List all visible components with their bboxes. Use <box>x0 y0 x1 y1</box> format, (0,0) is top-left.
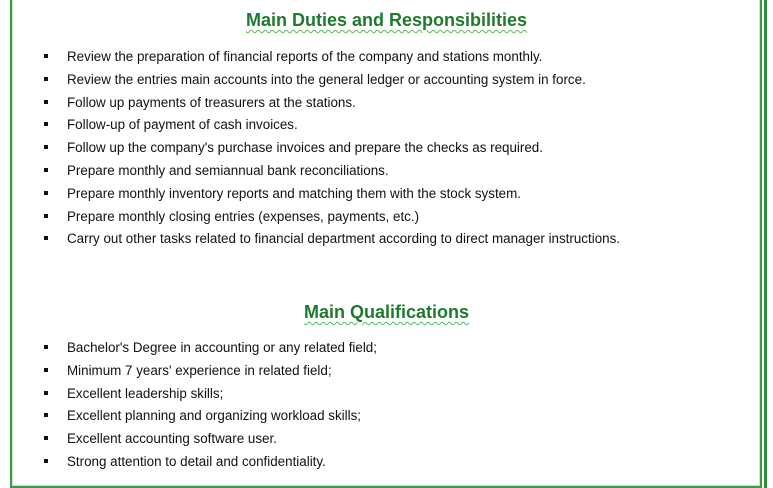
square-bullet-icon <box>44 77 48 81</box>
square-bullet-icon <box>44 122 48 126</box>
list-item <box>40 94 620 117</box>
list-item-text: Prepare monthly closing entries (expenses, payments, etc.) <box>67 208 420 224</box>
list-item <box>40 48 620 71</box>
list-item <box>40 453 377 476</box>
duties-heading <box>0 10 773 31</box>
list-item-text: Follow-up of payment of cash invoices. <box>67 117 298 133</box>
list-item <box>40 162 620 185</box>
qualifications-list <box>40 339 377 476</box>
list-item <box>40 185 620 208</box>
square-bullet-icon <box>44 168 48 172</box>
list-item-text: Prepare monthly and semiannual bank reconciliations. <box>67 162 389 178</box>
list-item <box>40 139 620 162</box>
list-item <box>40 339 377 362</box>
list-item <box>40 230 620 253</box>
list-item <box>40 362 377 385</box>
list-item-text: Minimum 7 years' experience in related field; <box>67 362 332 378</box>
list-item-text: Prepare monthly inventory reports and matching them with the stock system. <box>67 185 521 201</box>
duties-heading-text: Main Duties and Responsibilities <box>245 10 528 30</box>
square-bullet-icon <box>44 145 48 149</box>
list-item <box>40 208 620 231</box>
list-item-text: Follow up payments of treasurers at the stations. <box>67 94 356 110</box>
list-item-text: Strong attention to detail and confidentiality. <box>67 453 326 469</box>
qualifications-heading-text: Main Qualifications <box>303 302 470 322</box>
square-bullet-icon <box>44 368 48 372</box>
qualifications-heading <box>0 302 773 323</box>
list-item <box>40 385 377 408</box>
square-bullet-icon <box>44 54 48 58</box>
list-item-text: Carry out other tasks related to financial department according to direct manager instructions. <box>67 231 621 247</box>
list-item-text: Review the preparation of financial reports of the company and stations monthly. <box>67 49 543 64</box>
square-bullet-icon <box>44 236 48 240</box>
square-bullet-icon <box>44 345 48 349</box>
list-item <box>40 71 620 94</box>
square-bullet-icon <box>44 214 48 218</box>
list-item-text: Review the entries main accounts into the general ledger or accounting system in force. <box>67 71 586 87</box>
square-bullet-icon <box>44 413 48 417</box>
list-item-text: Excellent leadership skills; <box>67 385 224 401</box>
square-bullet-icon <box>44 459 48 463</box>
list-item <box>40 430 377 453</box>
list-item-text: Excellent accounting software user. <box>67 431 277 447</box>
list-item-text: Excellent planning and organizing workload skills; <box>67 408 362 424</box>
square-bullet-icon <box>44 100 48 104</box>
list-item <box>40 407 377 430</box>
list-item-text: Follow up the company's purchase invoices and prepare the checks as required. <box>67 140 543 156</box>
list-item <box>40 116 620 139</box>
duties-list <box>40 48 620 253</box>
page-border-shadow <box>764 0 767 488</box>
list-item-text: Bachelor's Degree in accounting or any related field; <box>67 340 377 355</box>
square-bullet-icon <box>44 436 48 440</box>
square-bullet-icon <box>44 191 48 195</box>
square-bullet-icon <box>44 391 48 395</box>
